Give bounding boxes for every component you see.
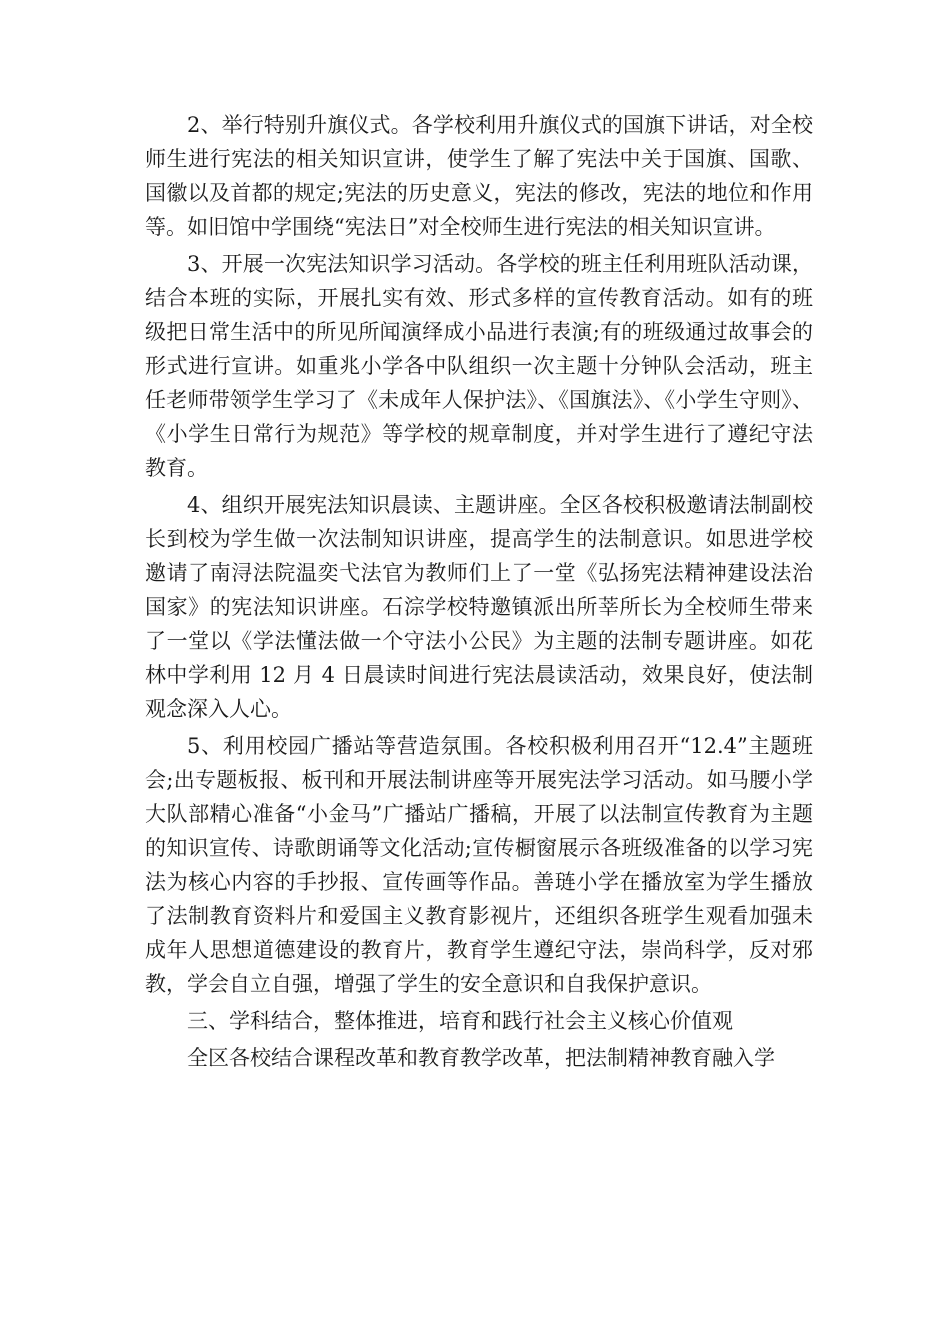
paragraph-lecture: 4、组织开展宪法知识晨读、主题讲座。全区各校积极邀请法制副校长到校为学生做一次法制知识讲座，提高学生的法制意识。如思进学校邀请了南浔法院温奕弋法官为教师们上了一堂《弘扬宪法精神建设法治国家》的宪法知识讲座。石淙学校特邀镇派出所莘所长为全校师生带来了一堂以《学法懂法做一个守法小公民》为主题的法制专题讲座。如花林中学利用 12 月 4 日晨读时间进行宪法晨读活动，效果良好，使法制观念深入人心。	[145, 493, 813, 721]
paragraph-flag-ceremony: 2、举行特别升旗仪式。各学校利用升旗仪式的国旗下讲话，对全校师生进行宪法的相关知识宣讲，使学生了解了宪法中关于国旗、国歌、国徽以及首都的规定;宪法的历史意义，宪法的修改，宪法的地位和作用等。如旧馆中学围绕“宪法日”对全校师生进行宪法的相关知识宣讲。	[145, 113, 813, 239]
section-heading: 三、学科结合，整体推进，培育和践行社会主义核心价值观	[187, 1009, 733, 1033]
document-page	[145, 108, 813, 1078]
paragraph-curriculum: 全区各校结合课程改革和教育教学改革，把法制精神教育融入学	[187, 1046, 775, 1070]
paragraph-broadcast: 5、利用校园广播站等营造氛围。各校积极利用召开“12.4”主题班会;出专题板报、板刊和开展法制讲座等开展宪法学习活动。如马腰小学大队部精心准备“小金马”广播站广播稿，开展了以法制宣传教育为主题的知识宣传、诗歌朗诵等文化活动;宣传橱窗展示各班级准备的以学习宪法为核心内容的手抄报、宣传画等作品。善琏小学在播放室为学生播放了法制教育资料片和爱国主义教育影视片，还组织各班学生观看加强未成年人思想道德建设的教育片，教育学生遵纪守法，崇尚科学，反对邪教，学会自立自强，增强了学生的安全意识和自我保护意识。	[145, 734, 813, 996]
paragraph-study-activity: 3、开展一次宪法知识学习活动。各学校的班主任利用班队活动课，结合本班的实际，开展扎实有效、形式多样的宣传教育活动。如有的班级把日常生活中的所见所闻演绎成小品进行表演;有的班级通过故事会的形式进行宣讲。如重兆小学各中队组织一次主题十分钟队会活动，班主任老师带领学生学习了《未成年人保护法》、《国旗法》、《小学生守则》、《小学生日常行为规范》等学校的规章制度，并对学生进行了遵纪守法教育。	[145, 252, 813, 480]
